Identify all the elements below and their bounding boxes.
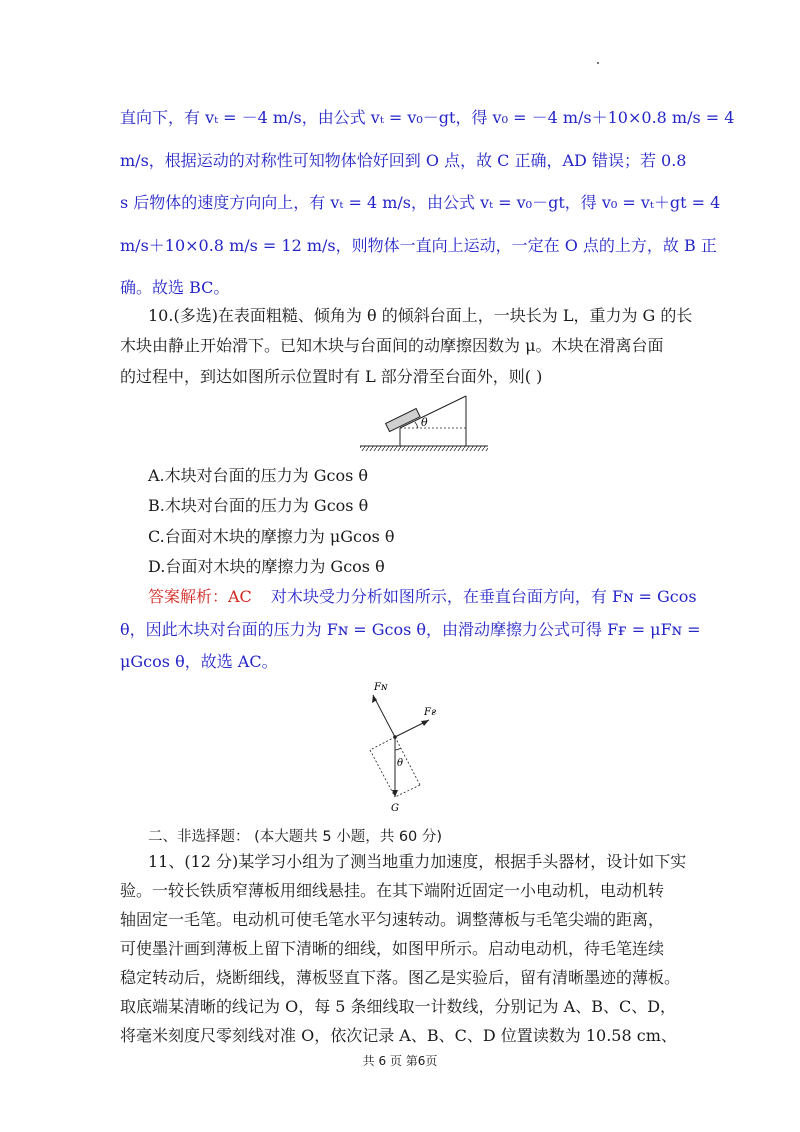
q11-line-5: 稳定转动后，烧断细线，薄板竖直下落。图乙是实验后，留有清晰墨迹的薄板。 xyxy=(120,968,681,987)
q11-line-1: 11、(12 分)某学习小组为了测当地重力加速度，根据手头器材，设计如下实 xyxy=(148,852,687,871)
answer10-label: 答案解析：AC xyxy=(148,587,252,606)
answer9-line-3: s 后物体的速度方向向上，有 vₜ = 4 m/s，由公式 vₜ = v₀－gt，得 v₀ = vₜ＋gt = 4 xyxy=(120,193,721,212)
incline-theta-label: θ xyxy=(421,416,428,429)
answer10-line-1 xyxy=(148,586,710,608)
q10-line-3: 的过程中，到达如图所示位置时有 L 部分滑至台面外，则( ) xyxy=(120,367,543,386)
scan-dot xyxy=(597,62,599,64)
option-b: B.木块对台面的压力为 Gcos θ xyxy=(148,496,369,515)
normal-force-label: Fɴ xyxy=(374,682,388,693)
answer9-line-5: 确。故选 BC。 xyxy=(120,278,230,297)
q11-line-3: 轴固定一毛笔。电动机可使毛笔水平匀速转动。调整薄板与毛笔尖端的距离， xyxy=(120,910,665,929)
answer9-line-1: 直向下，有 vₜ = －4 m/s，由公式 vₜ = v₀－gt，得 v₀ = －4 m/s＋10×0.8 m/s = 4 xyxy=(120,108,735,127)
section-heading: 二、非选择题： (本大题共 5 小题，共 60 分) xyxy=(148,829,443,845)
q11-line-2: 验。一较长铁质窄薄板用细线悬挂。在其下端附近固定一小电动机，电动机转 xyxy=(120,881,665,900)
q11-line-4: 可使墨汁画到薄板上留下清晰的细线，如图甲所示。启动电动机，待毛笔连续 xyxy=(120,939,665,958)
incline-figure xyxy=(360,388,490,458)
option-d: D.台面对木块的摩擦力为 Gcos θ xyxy=(148,557,385,576)
option-c: C.台面对木块的摩擦力为 μGcos θ xyxy=(148,527,395,546)
friction-force-label: Fғ xyxy=(424,707,436,718)
answer9-line-4: m/s＋10×0.8 m/s = 12 m/s，则物体一直向上运动，一定在 O 点的上方，故 B 正 xyxy=(120,236,717,255)
page-footer: 共 6 页 第6页 xyxy=(362,1054,438,1068)
q10-line-2: 木块由静止开始滑下。已知木块与台面间的动摩擦因数为 μ。木块在滑离台面 xyxy=(120,336,664,355)
answer10-text-1: 对木块受力分析如图所示，在垂直台面方向，有 Fɴ = Gcos xyxy=(270,587,697,606)
q11-line-7: 将毫米刻度尺零刻线对准 O，依次记录 A、B、C、D 位置读数为 10.58 cm、 xyxy=(120,1026,677,1045)
force-diagram xyxy=(350,680,460,815)
q10-line-1: 10.(多选)在表面粗糙、倾角为 θ 的倾斜台面上，一块长为 L，重力为 G 的长 xyxy=(148,306,693,325)
answer10-line-2: θ，因此木块对台面的压力为 Fɴ = Gcos θ，由滑动摩擦力公式可得 Fғ = μFɴ = xyxy=(120,620,701,639)
answer10-line-3: μGcos θ，故选 AC。 xyxy=(120,652,278,671)
option-a: A.木块对台面的压力为 Gcos θ xyxy=(148,466,369,485)
gravity-label: G xyxy=(391,803,399,814)
answer9-line-2: m/s，根据运动的对称性可知物体恰好回到 O 点，故 C 正确，AD 错误；若 0.8 xyxy=(120,151,687,170)
q11-line-6: 取底端某清晰的线记为 O，每 5 条细线取一计数线，分别记为 A、B、C、D， xyxy=(120,997,677,1016)
force-theta-label: θ xyxy=(397,758,404,769)
